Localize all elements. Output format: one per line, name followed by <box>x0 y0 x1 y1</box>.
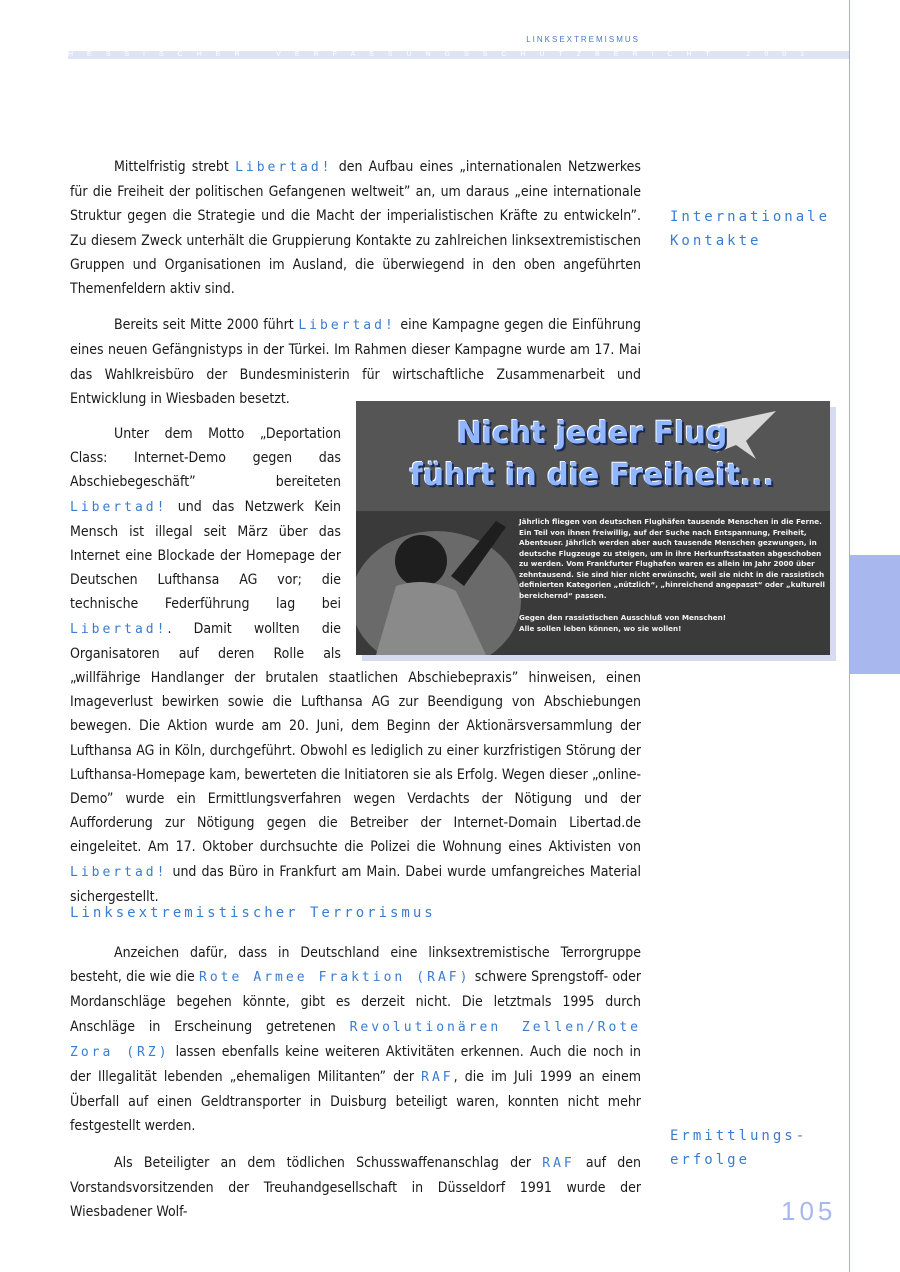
running-header-section: LINKSEXTREMISMUS <box>526 35 640 44</box>
header-report-name: VERFASSUNGSSCHUTZBERICHT <box>276 51 724 58</box>
flyer-headline: Nicht jeder Flug führt in die Freiheit... <box>409 416 775 493</box>
org-name: Libertad! <box>70 621 168 637</box>
org-name: Libertad! <box>70 499 168 515</box>
header-publisher: HESSISCHER <box>68 51 254 58</box>
header-year: 2001 <box>746 51 818 58</box>
page-number: 105 <box>781 1196 837 1226</box>
org-name: Libertad! <box>298 318 396 334</box>
paragraph-campaign: Bereits seit Mitte 2000 führt Libertad! eine Kampagne gegen die Einführung eines neuen Gefängnistyps in der Türkei. Im Rahmen dieser Kampagne wurde am 17. Mai das Wahlkreisbüro der Bundesministerin für wirtschaftliche Zusammenarbeit und Entwicklung in Wiesbaden besetzt. <box>70 317 641 407</box>
paragraph-deportation: Unter dem Motto „Deportation Class: Internet-Demo gegen das Abschiebegeschäft” bereiteten Libertad! und das Netzwerk Kein Mensch ist illegal seit März über das Internet eine Blockade der Homepage der Deutschen Lufthansa AG vor; die technische Federführung lag bei Libertad!. Damit wollten die Organisatoren auf deren Rolle als „willfährige Handlanger der brutalen staatlichen Abschiebepraxis” hinweisen, einen Imageverlust bewirken sowie die Lufthansa AG zur Beendigung von Abschiebungen bewegen. Die Aktion wurde am 20. Juni, dem Beginn der Aktionärsversammlung der Lufthansa AG in Köln, durchgeführt. Obwohl es lediglich zu einer kurzfristigen Störung der Lufthansa-Homepage kam, bewerteten die Initiatoren sie als Erfolg. Wegen dieser „online-Demo” wurde ein Ermittlungsverfahren wegen Verdachts der Nötigung und der Aufforderung zur Nötigung gegen die Betreiber der Internet-Domain Libertad.de eingeleitet. Am 17. Oktober durchsuchte die Polizei die Wohnung eines Aktivisten von Libertad! und das Büro in Frankfurt am Main. Dabei wurde umfangreiches Material sichergestellt. <box>70 426 641 905</box>
org-name: Revolutionären Zellen/Rote Zora (RZ) <box>70 1019 641 1060</box>
org-name: Libertad! <box>235 160 333 175</box>
section-heading: Linksextremistischer Terrorismus <box>70 905 436 921</box>
org-name: Libertad! <box>70 864 168 880</box>
child-head-shape <box>395 535 447 587</box>
section-marker-tab <box>850 555 900 674</box>
flyer-text: Jährlich fliegen von deutschen Flughäfen tausende Menschen in die Ferne. Ein Teil von ihnen freiwillig, auf der Suche nach Entspannung, Freiheit, Abenteuer. Jährlich werden aber auch tausende Menschen gezwungen, in deutsche Flugzeuge zu steigen, um in ihre Herkunftsstaaten abgeschoben zu werden. Vom Frankfurter Flughafen waren es allein im Jahr 2000 über zehntausend. Sie sind hier nicht erwünscht, weil sie nicht in die rassistisch definierten Kategorien „nützlich“, „hinreichend angepasst“ oder „kulturell bereichernd“ passen. <box>519 517 825 600</box>
org-name: RAF <box>421 1070 454 1086</box>
paragraph-terror-groups: Anzeichen dafür, dass in Deutschland eine linksextremistische Terrorgruppe besteht, die wie die Rote Armee Fraktion (RAF) schwere Sprengstoff- oder Mordanschläge begehen könnte, gibt es derzeit nicht. Die letztmals 1995 durch Anschläge in Erscheinung getretenen Revolutionären Zellen/Rote Zora (RZ) lassen ebenfalls keine weiteren Aktivitäten erkennen. Auch die noch in der Illegalität lebenden „ehemaligen Militanten” der RAF, die im Juli 1999 an einem Überfall auf einen Geldtransporter in Duisburg beteiligt waren, konnten nicht mehr festgestellt werden. <box>70 945 642 1135</box>
body-text-top <box>70 155 641 411</box>
org-name: Rote Armee Fraktion (RAF) <box>199 970 471 986</box>
campaign-flyer-image <box>356 401 830 655</box>
margin-note-international: Internationale Kontakte <box>670 209 831 249</box>
margin-note-ermittlung: Ermittlungs- erfolge <box>670 1128 808 1168</box>
body-text-terrorism <box>70 941 641 1224</box>
paragraph-investigation: Als Beteiligter an dem tödlichen Schusswaffenanschlag der RAF auf den Vorstandsvorsitzenden der Treuhandgesellschaft in Düsseldorf 1991 wurde der Wiesbadener Wolf- <box>70 1154 641 1221</box>
paragraph-network: Mittelfristig strebt Libertad! den Aufbau eines „internationalen Netzwerkes für die Freiheit der politischen Gefangenen weltweit” an, um daraus „eine internationale Struktur gegen die Strategie und die Macht der imperialistischen Kräfte zu entwickeln”. Zu diesem Zweck unterhält die Gruppierung Kontakte zu zahlreichen linksextremistischen Gruppen und Organisationen im Ausland, die überwiegend in den oben angeführten Themenfeldern aktiv sind. <box>70 159 641 298</box>
running-header-title <box>68 51 818 59</box>
flyer-slogan: Gegen den rassistischen Ausschluß von Menschen! Alle sollen leben können, wo sie wollen! <box>519 613 726 633</box>
org-name: RAF <box>542 1155 575 1171</box>
